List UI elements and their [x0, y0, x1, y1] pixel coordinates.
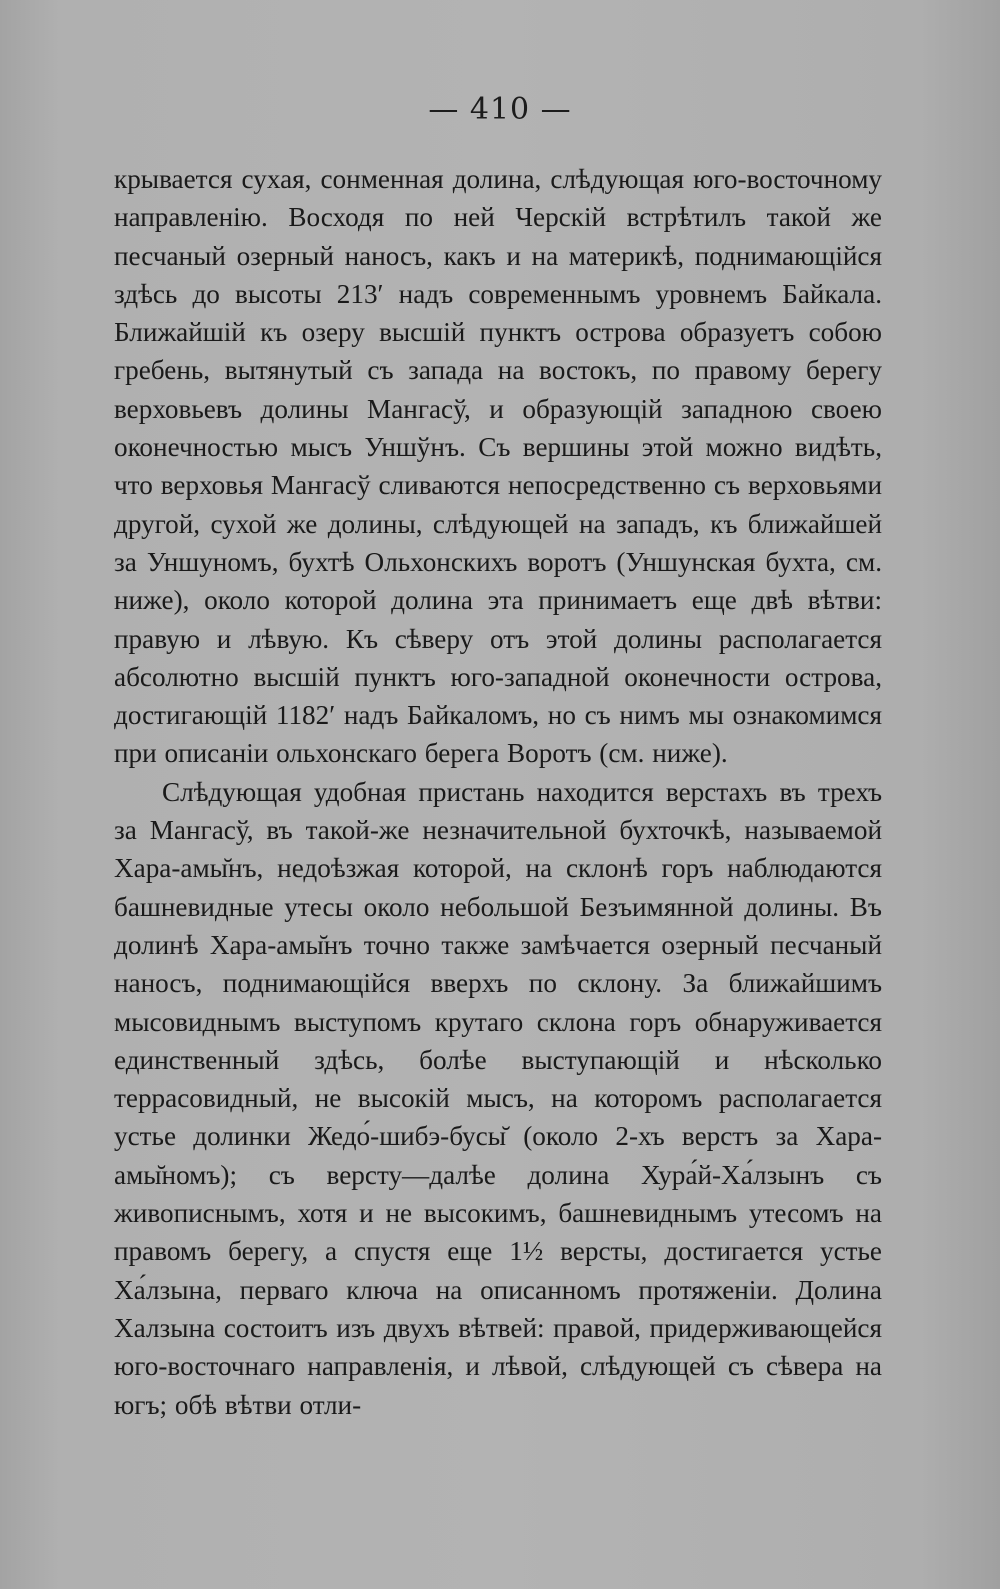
page-number: — 410 —: [428, 92, 572, 127]
page-body: [114, 160, 882, 1424]
paragraph-1: крывается сухая, сонменная долина, слѣдующая юго-восточному направленію. Восходя по ней Черскій встрѣтилъ такой же песчаный озерный наносъ, какъ и на материкѣ, поднимающійся здѣсь до высоты 213′ надъ современнымъ уровнемъ Байкала. Ближайшій къ озеру высшій пунктъ острова образуетъ собою гребень, вытянутый съ запада на востокъ, по правому берегу верховьевъ долины Мангасў, и образующій западною своею оконечностью мысъ Уншўнъ. Съ вершины этой можно видѣть, что верховья Мангасў сливаются непосредственно съ верховьями другой, сухой же долины, слѣдующей на западъ, къ ближайшей за Уншуномъ, бухтѣ Ольхонскихъ воротъ (Уншунская бухта, см. ниже), около которой долина эта принимаетъ еще двѣ вѣтви: правую и лѣвую. Къ сѣверу отъ этой долины располагается абсолютно высшій пунктъ юго-западной оконечности острова, достигающій 1182′ надъ Байкаломъ, но съ нимъ мы ознакомимся при описаніи ольхонскаго берега Воротъ (см. ниже).: [114, 164, 882, 769]
paragraph-2: Слѣдующая удобная пристань находится верстахъ въ трехъ за Мангасў, въ такой-же незначительной бухточкѣ, называемой Хара-амы̆нъ, недоѣзжая которой, на склонѣ горъ наблюдаются башневидные утесы около небольшой Безъимянной долины. Въ долинѣ Хара-амы̆нъ точно также замѣчается озерный песчаный наносъ, поднимающійся вверхъ по склону. За ближайшимъ мысовиднымъ выступомъ крутаго склона горъ обнаруживается единственный здѣсь, болѣе выступающій и нѣсколько террасовидный, не высокій мысъ, на которомъ располагается устье долинки Жедо́-шибэ-бусы̆ (около 2-хъ верстъ за Хара-амы̆номъ); съ версту—далѣе долина Хура́й-Ха́лзынъ съ живописнымъ, хотя и не высокимъ, башневиднымъ утесомъ на правомъ берегу, а спустя еще 1½ версты, достигается устье Ха́лзына, перваго ключа на описанномъ протяженіи. Долина Халзына состоитъ изъ двухъ вѣтвей: правой, придерживающейся юго-восточнаго направленія, и лѣвой, слѣдующей съ сѣвера на югъ; обѣ вѣтви отли-: [114, 776, 882, 1420]
